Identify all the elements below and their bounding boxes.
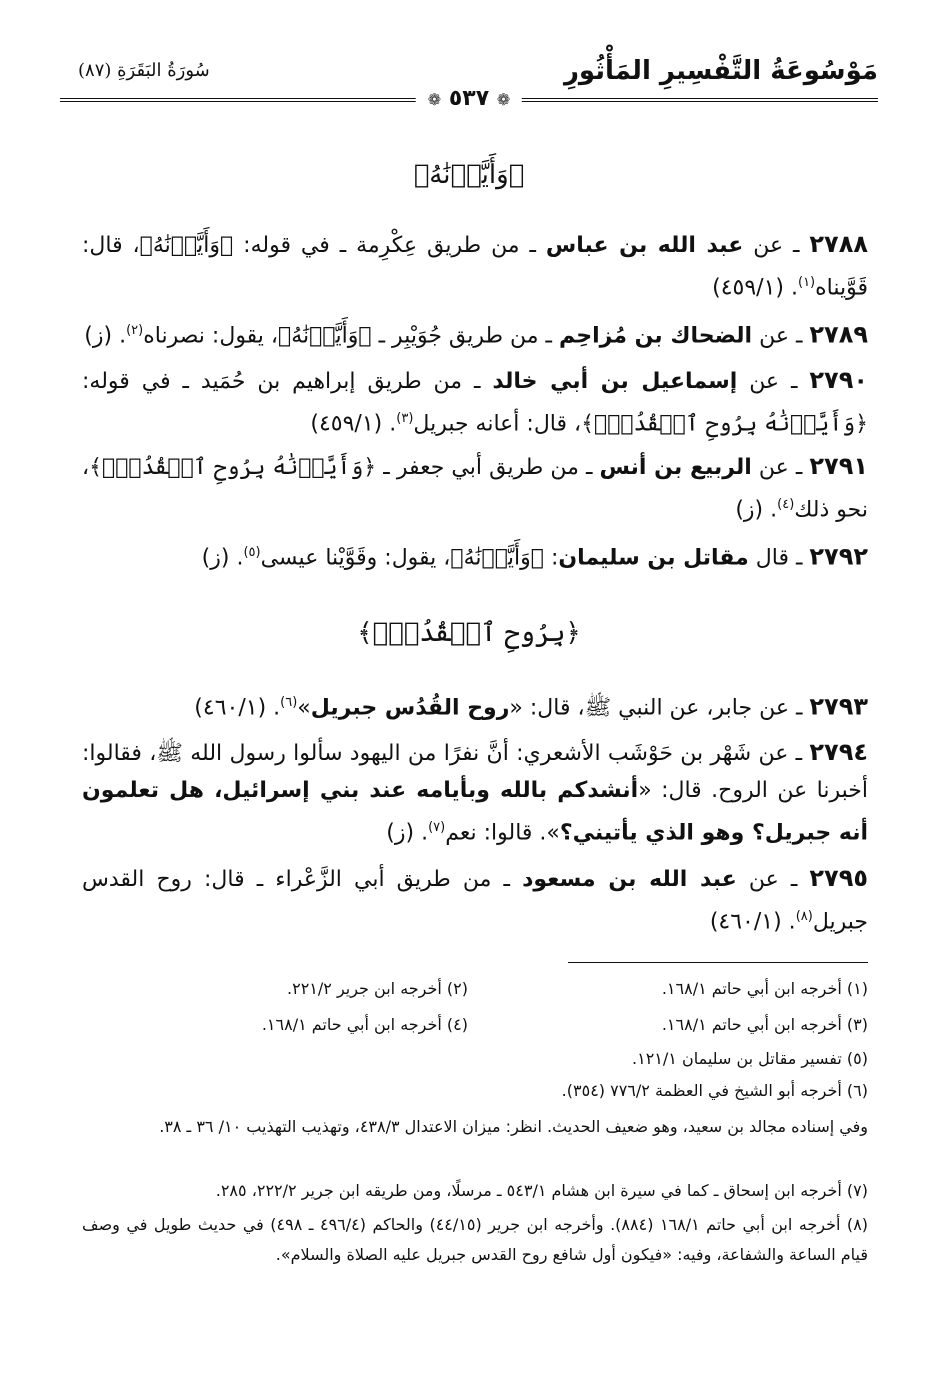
book-title: مَوْسُوعَةُ التَّفْسِيرِ المَأْثُورِ xyxy=(563,56,878,86)
footnote-separator xyxy=(568,962,868,963)
footnote-7: (٧) أخرجه ابن إسحاق ـ كما في سيرة ابن هشام ٥٤٣/١ ـ مرسلًا، ومن طريقه ابن جرير ٢٢٢/٢، ٢٨٥. xyxy=(215,1181,868,1200)
footnote-4: (٤) أخرجه ابن أبي حاتم ١٦٨/١. xyxy=(261,1015,468,1034)
entry-2790: ٢٧٩٠ ـ عن إسماعيل بن أبي خالد ـ من طريق إبراهيم بن حُمَيد ـ في قوله: ﴿وَأَيَّدۡنَٰهُ بِرُوحِ ٱلۡقُدُسِۗ﴾، قال: أعانه جبريل$^{(٣)}$. (٤٥٩/١) xyxy=(82,366,868,437)
footnote-5: (٥) تفسير مقاتل بن سليمان ١٢١/١. xyxy=(632,1049,868,1068)
footnote-1: (١) أخرجه ابن أبي حاتم ١٦٨/١. xyxy=(661,979,868,998)
entry-2789: ٢٧٨٩ ـ عن الضحاك بن مُزاحِم ـ من طريق جُوَيْبِر ـ ﴿وَأَيَّدۡنَٰهُ﴾، يقول: نصرناه$^{(٢)}$. (ز) xyxy=(84,320,868,349)
section-title: ﴿وَأَيَّدۡنَٰهُ﴾ xyxy=(413,160,525,190)
section-title: ﴿بِرُوحِ ٱلۡقُدُسِۗ﴾ xyxy=(357,618,581,648)
entry-2791: ٢٧٩١ ـ عن الربيع بن أنس ـ من طريق أبي جعفر ـ ﴿وَأَيَّدۡنَٰهُ بِرُوحِ ٱلۡقُدُسِۗ﴾، نحو ذلك$^{(٤)}$. (ز) xyxy=(82,452,868,523)
page-number: ❁ ٥٣٧ ❁ xyxy=(416,86,522,111)
footnote-6: (٦) أخرجه أبو الشيخ في العظمة ٧٧٦/٢ (٣٥٤). xyxy=(561,1081,868,1100)
page-header xyxy=(60,52,878,112)
entry-2793: ٢٧٩٣ ـ عن جابر، عن النبي ﷺ، قال: «روح القُدُس جبريل»$^{(٦)}$. (٤٦٠/١) xyxy=(194,692,868,721)
entry-2795: ٢٧٩٥ ـ عن عبد الله بن مسعود ـ من طريق أبي الزَّعْراء ـ قال: روح القدس جبريل$^{(٨)}$. (٤٦٠/١) xyxy=(82,864,868,935)
footnote-8: (٨) أخرجه ابن أبي حاتم ١٦٨/١ (٨٨٤). وأخرجه ابن جرير (٤٤/١٥) والحاكم (٤٩٦/٤ ـ ٤٩٨) في حديث طويل في وصف قيام الساعة والشفاعة، وفيه: «فيكون أول شافع روح القدس جبريل عليه الصلاة والسلام». xyxy=(82,1215,869,1264)
surah-reference: سُورَةُ البَقَرَةِ (٨٧) xyxy=(78,60,210,81)
footnote-6-note: وفي إسناده مجالد بن سعيد، وهو ضعيف الحديث. انظر: ميزان الاعتدال ٤٣٨/٣، وتهذيب التهذيب ١٠/ ٣٦ ـ ٣٨. xyxy=(159,1117,868,1136)
footnote-2: (٢) أخرجه ابن جرير ٢٢١/٢. xyxy=(287,979,468,998)
entry-2794: ٢٧٩٤ ـ عن شَهْر بن حَوْشَب الأشعري: أنَّ نفرًا من اليهود سألوا رسول الله ﷺ، فقالوا: أخبرنا عن الروح. قال: «أنشدكم بالله وبأيامه عند بني إسرائيل، هل تعلمون أنه جبريل؟ وهو الذي يأتيني؟». قالوا: نعم$^{(٧)}$. (ز) xyxy=(82,738,868,846)
entry-2792: ٢٧٩٢ ـ قال مقاتل بن سليمان: ﴿وَأَيَّدۡنَٰهُ﴾، يقول: وقَوَّيْنا عيسى$^{(٥)}$. (ز) xyxy=(201,542,868,571)
ornament-icon: ❁ xyxy=(496,90,511,109)
entry-2788: ٢٧٨٨ ـ عن عبد الله بن عباس ـ من طريق عِكْرِمة ـ في قوله: ﴿وَأَيَّدۡنَٰهُ﴾، قال: قَوَّيناه$^{(١)}$. (٤٥٩/١) xyxy=(82,230,868,301)
ornament-icon: ❁ xyxy=(427,90,442,109)
footnote-3: (٣) أخرجه ابن أبي حاتم ١٦٨/١. xyxy=(661,1015,868,1034)
